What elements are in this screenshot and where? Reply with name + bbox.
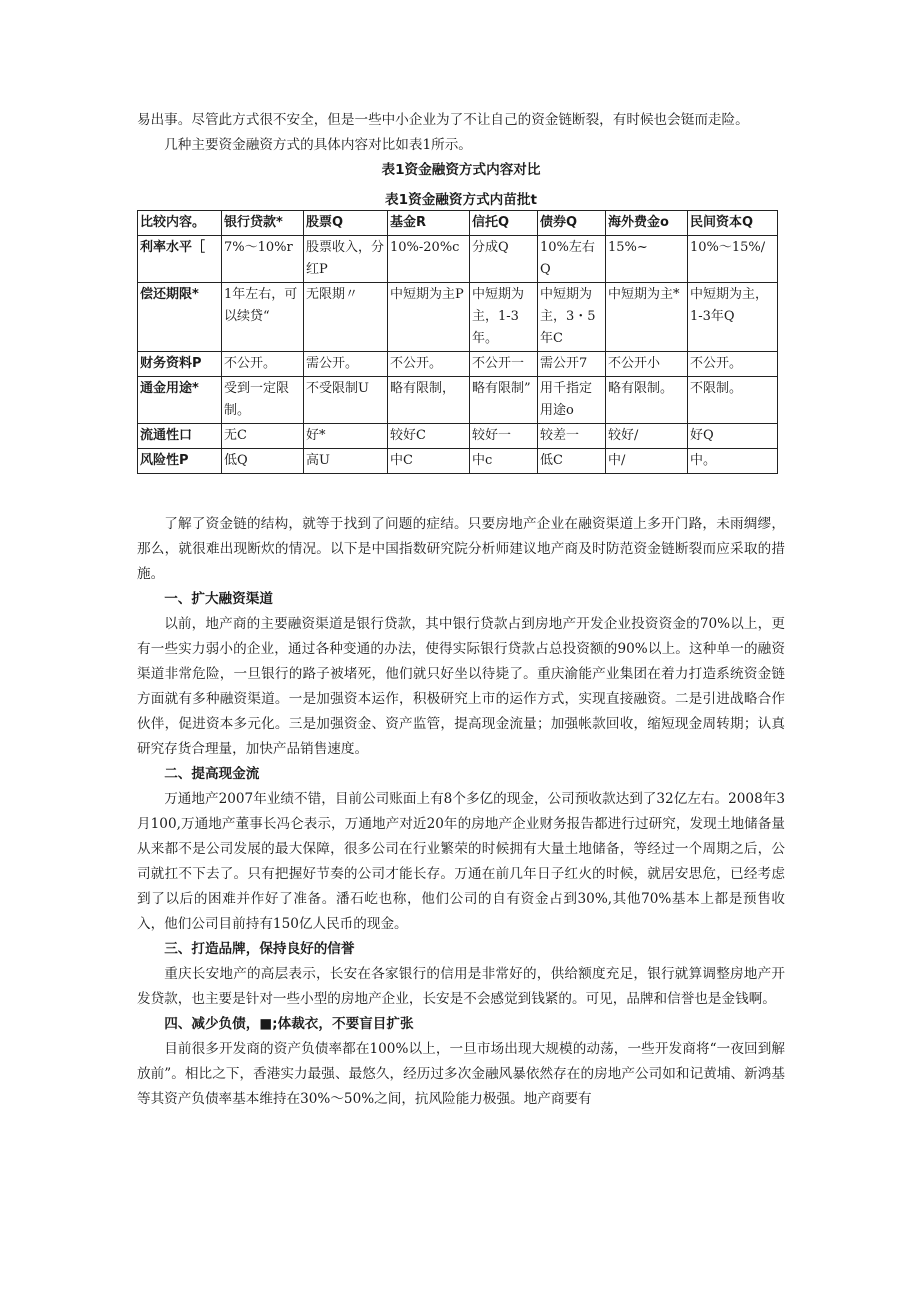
table-cell: 10%～15%/	[688, 236, 778, 283]
table-cell: 中c	[470, 449, 538, 474]
table-cell: 10%左右Q	[538, 236, 606, 283]
paragraph-1: 以前，地产商的主要融资渠道是银行贷款，其中银行贷款占到房地产开发企业投资资金的70%以上，更有一些实力弱小的企业，通过各种变通的办法，使得实际银行贷款占总投资额的90%以上。这种单一的融资渠道非常危险，一旦银行的路子被堵死，他们就只好坐以待毙了。重庆渝能产业集团在着力打造系统资金链方面就有多种融资渠道。一是加强资本运作，积极研究上市的运作方式，实现直接融资。二是引进战略合作伙伴，促进资本多元化。三是加强资金、资产监管，提高现金流量；加强帐款回收，缩短现金周转期；认真研究存货合理量，加快产品销售速度。	[137, 616, 785, 757]
table-row-header-cell: 财务资料P	[138, 352, 222, 377]
table-cell: 1年左右，可以续贷“	[222, 283, 304, 352]
table-cell: 无限期〃	[304, 283, 388, 352]
table-caption-1: 表1资金融资方式内容对比	[381, 162, 541, 178]
table-cell: 较好C	[388, 424, 470, 449]
paragraph-4: 目前很多开发商的资产负债率都在100%以上，一旦市场出现大规模的动荡，一些开发商将“一夜回到解放前”。相比之下，香港实力最强、最悠久，经历过多次金融风暴依然存在的房地产公司如和记黄埔、新鸿基等其资产负债率基本维持在30%～50%之间，抗风险能力极强。地产商要有	[137, 1041, 785, 1107]
section-heading-1: 一、扩大融资渠道	[164, 591, 273, 607]
table-header-cell: 银行贷款*	[222, 211, 304, 236]
table-cell: 7%～10%r	[222, 236, 304, 283]
table-cell: 较好一	[470, 424, 538, 449]
table-header-cell: 信托Q	[470, 211, 538, 236]
table-cell: 无C	[222, 424, 304, 449]
table-row	[138, 377, 778, 424]
intro-paragraph: 易出事。尽管此方式很不安全，但是一些中小企业为了不让自己的资金链断裂，有时候也会铤而走险。	[137, 112, 749, 128]
paragraph-2: 万通地产2007年业绩不错，目前公司账面上有8个多亿的现金，公司预收款达到了32亿左右。2008年3月100,万通地产董事长冯仑表示，万通地产对近20年的房地产企业财务报告都进行过研究，发现土地储备量从来都不是公司发展的最大保障，很多公司在行业繁荣的时候拥有大量土地储备，等经过一个周期之后，公司就扛不下去了。只有把握好节奏的公司才能长存。万通在前几年日子红火的时候，就居安思危，已经考虑到了以后的困难并作好了准备。潘石屹也称，他们公司的自有资金占到30%,其他70%基本上都是预售收入，他们公司目前持有150亿人民币的现金。	[137, 791, 785, 932]
table-row-header-cell: 利率水平［	[138, 236, 222, 283]
table-cell: 用千指定用途o	[538, 377, 606, 424]
section-heading-4: 四、减少负债，■;体裁衣，不要盲目扩张	[164, 1016, 414, 1032]
table-row	[138, 283, 778, 352]
table-cell: 中短期为主P	[388, 283, 470, 352]
table-header-cell: 民间资本Q	[688, 211, 778, 236]
document-page	[137, 108, 785, 1112]
table-cell: 较差一	[538, 424, 606, 449]
table-header-row	[138, 211, 778, 236]
table-cell: 不限制。	[688, 377, 778, 424]
paragraph-3: 重庆长安地产的高层表示，长安在各家银行的信用是非常好的，供给额度充足，银行就算调整房地产开发贷款，也主要是针对一些小型的房地产企业，长安是不会感觉到钱紧的。可见，品牌和信誉也是金钱啊。	[137, 966, 785, 1007]
table-row-header-cell: 流通性口	[138, 424, 222, 449]
table-cell: 中短期为主*	[606, 283, 688, 352]
table-header-cell: 比较内容。	[138, 211, 222, 236]
table-cell: 不公开。	[388, 352, 470, 377]
table-cell: 不公开一	[470, 352, 538, 377]
table-header-cell: 海外费金o	[606, 211, 688, 236]
section-heading-3: 三、打造品牌，保持良好的信誉	[164, 941, 355, 957]
table-cell: 中C	[388, 449, 470, 474]
table-row-header-cell: 通金用途*	[138, 377, 222, 424]
table-cell: 好*	[304, 424, 388, 449]
table-cell: 需公开7	[538, 352, 606, 377]
table-cell: 中短期为主，1-3年Q	[688, 283, 778, 352]
table-row-header-cell: 偿还期限*	[138, 283, 222, 352]
table-cell: 略有限制，	[388, 377, 470, 424]
table-cell: 不受限制U	[304, 377, 388, 424]
intro-paragraph-2: 几种主要资金融资方式的具体内容对比如表1所示。	[164, 137, 472, 153]
table-cell: 需公开。	[304, 352, 388, 377]
table-cell: 不公开小	[606, 352, 688, 377]
comparison-table	[137, 210, 778, 474]
table-cell: 略有限制。	[606, 377, 688, 424]
table-cell: 中/	[606, 449, 688, 474]
table-cell: 15%~	[606, 236, 688, 283]
table-cell: 高U	[304, 449, 388, 474]
table-row	[138, 424, 778, 449]
table-cell: 不公开。	[688, 352, 778, 377]
paragraph-chain: 了解了资金链的结构，就等于找到了问题的症结。只要房地产企业在融资渠道上多开门路，未雨绸缪，那么，就很难出现断炊的情况。以下是中国指数研究院分析师建议地产商及时防范资金链断裂而应采取的措施。	[137, 516, 785, 582]
section-heading-2: 二、提高现金流	[164, 766, 260, 782]
table-header-cell: 债券Q	[538, 211, 606, 236]
table-cell: 受到一定限制。	[222, 377, 304, 424]
table-cell: 中。	[688, 449, 778, 474]
table-row-header-cell: 风险性P	[138, 449, 222, 474]
table-cell: 低Q	[222, 449, 304, 474]
table-header-cell: 股票Q	[304, 211, 388, 236]
table-cell: 低C	[538, 449, 606, 474]
table-row	[138, 236, 778, 283]
table-row	[138, 449, 778, 474]
table-cell: 10%-20%c	[388, 236, 470, 283]
table-cell: 较好/	[606, 424, 688, 449]
table-cell: 分成Q	[470, 236, 538, 283]
table-cell: 略有限制”	[470, 377, 538, 424]
table-cell: 中短期为主，3・5年C	[538, 283, 606, 352]
table-cell: 不公开。	[222, 352, 304, 377]
table-header-cell: 基金R	[388, 211, 470, 236]
table-cell: 好Q	[688, 424, 778, 449]
table-row	[138, 352, 778, 377]
table-cell: 中短期为主，1-3年。	[470, 283, 538, 352]
table-caption-2: 表1资金融资方式内苗批t	[385, 192, 537, 208]
table-cell: 股票收入，分红P	[304, 236, 388, 283]
